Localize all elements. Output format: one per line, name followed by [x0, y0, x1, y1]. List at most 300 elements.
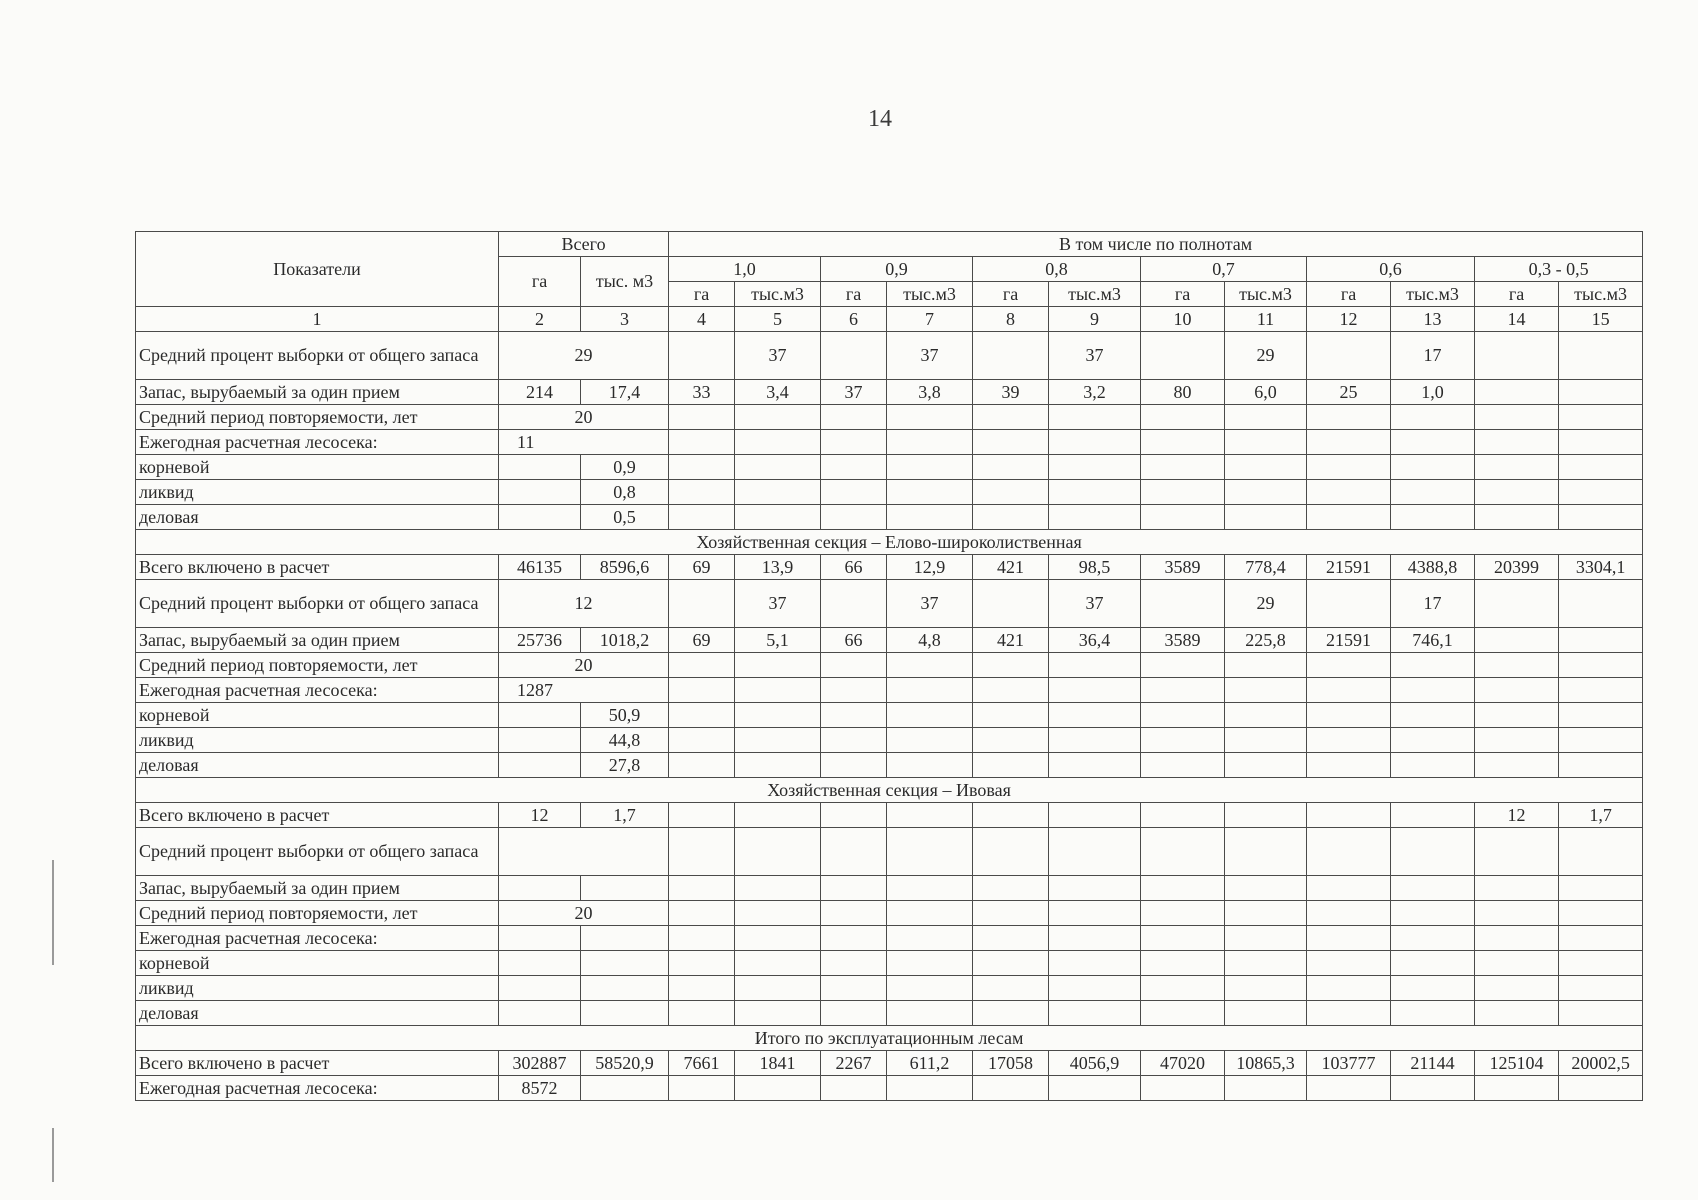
cell: 29: [499, 332, 669, 380]
cell: 21591: [1307, 555, 1391, 580]
cell: [669, 976, 735, 1001]
cell: [581, 876, 669, 901]
cell: [1225, 505, 1307, 530]
row-label: Средний период повторяемости, лет: [136, 405, 499, 430]
cell: [499, 728, 581, 753]
table-row: [136, 753, 1643, 778]
cell: 1841: [735, 1051, 821, 1076]
cell: [821, 1076, 887, 1101]
cell: 37: [887, 580, 973, 628]
cell: 3,2: [1049, 380, 1141, 405]
page-edge-mark: [52, 1128, 54, 1182]
cell: [887, 753, 973, 778]
cell: [887, 653, 973, 678]
cell: [669, 430, 735, 455]
table-row: [136, 728, 1643, 753]
cell: [1141, 901, 1225, 926]
cell: [1475, 405, 1559, 430]
cell: [821, 1001, 887, 1026]
cell: [887, 405, 973, 430]
cell: [1141, 455, 1225, 480]
cell: [1225, 828, 1307, 876]
cell: [973, 753, 1049, 778]
cell: 3304,1: [1559, 555, 1643, 580]
cell: [1559, 828, 1643, 876]
cell: [821, 901, 887, 926]
cell: [735, 753, 821, 778]
cell: [1225, 480, 1307, 505]
cell: [1049, 653, 1141, 678]
cell: [973, 803, 1049, 828]
cell: [821, 951, 887, 976]
cell: [1391, 951, 1475, 976]
row-label: Всего включено в расчет: [136, 555, 499, 580]
cell: 2267: [821, 1051, 887, 1076]
header-density: 1,0: [669, 257, 821, 282]
cell: 98,5: [1049, 555, 1141, 580]
cell: [1391, 1001, 1475, 1026]
cell: [973, 678, 1049, 703]
header-indicators: Показатели: [136, 232, 499, 307]
cell: [1141, 405, 1225, 430]
cell: 214: [499, 380, 581, 405]
row-label: Ежегодная расчетная лесосека:: [136, 430, 499, 455]
header-density: 0,7: [1141, 257, 1307, 282]
cell: [735, 430, 821, 455]
cell: [669, 580, 735, 628]
cell: [887, 876, 973, 901]
cell: [499, 505, 581, 530]
cell: 225,8: [1225, 628, 1307, 653]
cell: [887, 926, 973, 951]
cell: [1049, 753, 1141, 778]
col-number: 6: [821, 307, 887, 332]
cell: [1141, 926, 1225, 951]
table-row: [136, 901, 1643, 926]
col-number: 15: [1559, 307, 1643, 332]
row-label: Ежегодная расчетная лесосека:: [136, 926, 499, 951]
cell: [821, 976, 887, 1001]
cell: [887, 901, 973, 926]
cell: [669, 332, 735, 380]
cell: [1391, 976, 1475, 1001]
cell: 20: [499, 405, 669, 430]
cell: [887, 703, 973, 728]
cell: 69: [669, 628, 735, 653]
cell: [669, 828, 735, 876]
cell: [1307, 1076, 1391, 1101]
row-label: деловая: [136, 1001, 499, 1026]
cell: [1559, 678, 1643, 703]
cell: [1559, 380, 1643, 405]
cell: [669, 1076, 735, 1101]
section-row: [136, 530, 1643, 555]
cell: [1307, 505, 1391, 530]
cell: [1475, 380, 1559, 405]
cell: [669, 505, 735, 530]
cell: [1559, 628, 1643, 653]
cell: [973, 951, 1049, 976]
cell: 5,1: [735, 628, 821, 653]
cell: [1475, 753, 1559, 778]
cell: 302887: [499, 1051, 581, 1076]
cell: 0,5: [581, 505, 669, 530]
cell: 33: [669, 380, 735, 405]
row-label: Средний период повторяемости, лет: [136, 901, 499, 926]
cell: 1287: [499, 678, 669, 703]
header-density: 0,9: [821, 257, 973, 282]
cell: 3589: [1141, 555, 1225, 580]
cell: 21591: [1307, 628, 1391, 653]
cell: [1559, 580, 1643, 628]
cell: [499, 455, 581, 480]
header-ths-m3: тыс.м3: [735, 282, 821, 307]
cell: 8572: [499, 1076, 581, 1101]
cell: [1141, 653, 1225, 678]
cell: [973, 505, 1049, 530]
cell: [1559, 876, 1643, 901]
cell: [1307, 728, 1391, 753]
cell: [735, 505, 821, 530]
cell: [887, 728, 973, 753]
cell: 20002,5: [1559, 1051, 1643, 1076]
cell: [1391, 828, 1475, 876]
cell: [669, 703, 735, 728]
cell: [1141, 1076, 1225, 1101]
cell: [735, 976, 821, 1001]
cell: [1307, 703, 1391, 728]
table-row: [136, 876, 1643, 901]
table-row: [136, 803, 1643, 828]
cell: [1307, 653, 1391, 678]
cell: [1391, 678, 1475, 703]
cell: [735, 728, 821, 753]
cell: [1307, 405, 1391, 430]
col-number: 4: [669, 307, 735, 332]
cell: [1049, 678, 1141, 703]
row-label: Средний процент выборки от общего запаса: [136, 580, 499, 628]
cell: 29: [1225, 332, 1307, 380]
cell: [887, 505, 973, 530]
cell: [973, 480, 1049, 505]
cell: 10865,3: [1225, 1051, 1307, 1076]
row-label: Запас, вырубаемый за один прием: [136, 628, 499, 653]
cell: [1225, 951, 1307, 976]
cell: [973, 332, 1049, 380]
cell: [1049, 951, 1141, 976]
cell: [669, 405, 735, 430]
table-row: [136, 480, 1643, 505]
cell: [1475, 480, 1559, 505]
cell: [1559, 976, 1643, 1001]
cell: [821, 678, 887, 703]
table-row: [136, 628, 1643, 653]
cell: [1559, 455, 1643, 480]
cell: 1018,2: [581, 628, 669, 653]
cell: [669, 728, 735, 753]
cell: [735, 828, 821, 876]
cell: 17058: [973, 1051, 1049, 1076]
cell: [1225, 926, 1307, 951]
cell: [1049, 976, 1141, 1001]
cell: [1141, 976, 1225, 1001]
cell: [1391, 430, 1475, 455]
cell: [973, 976, 1049, 1001]
cell: [1475, 1076, 1559, 1101]
cell: [1475, 951, 1559, 976]
cell: [1049, 901, 1141, 926]
cell: [821, 728, 887, 753]
header-density: 0,3 - 0,5: [1475, 257, 1643, 282]
cell: 37: [1049, 580, 1141, 628]
table-row: [136, 1051, 1643, 1076]
section-title: Итого по эксплуатационным лесам: [136, 1026, 1643, 1051]
section-row: [136, 1026, 1643, 1051]
table-row: [136, 951, 1643, 976]
cell: [1049, 728, 1141, 753]
table-row: [136, 653, 1643, 678]
cell: [1049, 505, 1141, 530]
cell: [669, 876, 735, 901]
cell: [1141, 430, 1225, 455]
cell: [1307, 753, 1391, 778]
cell: [1225, 976, 1307, 1001]
row-label: Запас, вырубаемый за один прием: [136, 380, 499, 405]
table-row: [136, 505, 1643, 530]
cell: [1141, 480, 1225, 505]
cell: [1559, 1001, 1643, 1026]
col-number: 11: [1225, 307, 1307, 332]
table-row: [136, 828, 1643, 876]
cell: [1049, 455, 1141, 480]
cell: [669, 951, 735, 976]
header-ga: га: [1141, 282, 1225, 307]
cell: 37: [1049, 332, 1141, 380]
row-label: ликвид: [136, 480, 499, 505]
cell: [1049, 1001, 1141, 1026]
cell: [735, 653, 821, 678]
cell: [1049, 480, 1141, 505]
cell: 1,7: [1559, 803, 1643, 828]
cell: [1225, 753, 1307, 778]
cell: 69: [669, 555, 735, 580]
cell: [581, 1001, 669, 1026]
cell: [973, 580, 1049, 628]
cell: [973, 876, 1049, 901]
cell: [499, 951, 581, 976]
cell: [1225, 901, 1307, 926]
cell: [1559, 728, 1643, 753]
cell: [1559, 430, 1643, 455]
cell: [735, 455, 821, 480]
cell: [499, 926, 581, 951]
table-row: [136, 455, 1643, 480]
cell: [887, 678, 973, 703]
row-label: Запас, вырубаемый за один прием: [136, 876, 499, 901]
cell: [887, 455, 973, 480]
cell: [1559, 951, 1643, 976]
cell: [581, 976, 669, 1001]
cell: [821, 455, 887, 480]
header-ths-m3: тыс. м3: [581, 257, 669, 307]
header-ga: га: [499, 257, 581, 307]
cell: 25736: [499, 628, 581, 653]
cell: 39: [973, 380, 1049, 405]
table-row: [136, 678, 1643, 703]
col-number: 9: [1049, 307, 1141, 332]
cell: [1141, 580, 1225, 628]
cell: [887, 803, 973, 828]
cell: [821, 703, 887, 728]
cell: [1391, 653, 1475, 678]
header-ths-m3: тыс.м3: [1391, 282, 1475, 307]
row-label: Средний процент выборки от общего запаса: [136, 828, 499, 876]
cell: [821, 580, 887, 628]
row-label: Ежегодная расчетная лесосека:: [136, 1076, 499, 1101]
cell: [1475, 628, 1559, 653]
cell: [887, 480, 973, 505]
cell: [1391, 728, 1475, 753]
row-label: Ежегодная расчетная лесосека:: [136, 678, 499, 703]
header-ga: га: [973, 282, 1049, 307]
cell: 12: [1475, 803, 1559, 828]
header-ga: га: [821, 282, 887, 307]
cell: [821, 405, 887, 430]
col-number: 5: [735, 307, 821, 332]
cell: 1,7: [581, 803, 669, 828]
cell: [1225, 653, 1307, 678]
cell: [821, 753, 887, 778]
cell: [1307, 455, 1391, 480]
cell: [735, 678, 821, 703]
cell: 47020: [1141, 1051, 1225, 1076]
header-density: 0,8: [973, 257, 1141, 282]
cell: [669, 753, 735, 778]
cell: 4056,9: [1049, 1051, 1141, 1076]
header-ths-m3: тыс.м3: [1225, 282, 1307, 307]
cell: [735, 926, 821, 951]
column-number-row: [136, 307, 1643, 332]
cell: 4388,8: [1391, 555, 1475, 580]
cell: 36,4: [1049, 628, 1141, 653]
row-label: деловая: [136, 753, 499, 778]
cell: 13,9: [735, 555, 821, 580]
cell: [1307, 926, 1391, 951]
cell: [1391, 753, 1475, 778]
cell: [1049, 703, 1141, 728]
cell: [973, 430, 1049, 455]
cell: 421: [973, 628, 1049, 653]
cell: [1307, 480, 1391, 505]
forest-stock-table: [135, 231, 1643, 1101]
col-number: 14: [1475, 307, 1559, 332]
cell: [1391, 926, 1475, 951]
cell: [973, 901, 1049, 926]
cell: [669, 901, 735, 926]
cell: [1141, 728, 1225, 753]
table-row: [136, 976, 1643, 1001]
cell: 3589: [1141, 628, 1225, 653]
cell: [1559, 405, 1643, 430]
cell: 0,8: [581, 480, 669, 505]
cell: 25: [1307, 380, 1391, 405]
cell: [1475, 430, 1559, 455]
cell: 746,1: [1391, 628, 1475, 653]
cell: [1559, 1076, 1643, 1101]
cell: [1475, 678, 1559, 703]
cell: [499, 1001, 581, 1026]
cell: [1141, 803, 1225, 828]
cell: 58520,9: [581, 1051, 669, 1076]
header-ths-m3: тыс.м3: [1049, 282, 1141, 307]
cell: [669, 678, 735, 703]
cell: 20: [499, 653, 669, 678]
cell: [821, 828, 887, 876]
header-row-1: [136, 232, 1643, 257]
cell: [1475, 580, 1559, 628]
table-row: [136, 1076, 1643, 1101]
cell: [1391, 876, 1475, 901]
row-label: корневой: [136, 703, 499, 728]
cell: [1225, 876, 1307, 901]
cell: [973, 828, 1049, 876]
col-number: 2: [499, 307, 581, 332]
cell: [1475, 653, 1559, 678]
cell: [1391, 703, 1475, 728]
row-label: корневой: [136, 455, 499, 480]
cell: 12,9: [887, 555, 973, 580]
cell: [1475, 455, 1559, 480]
cell: [499, 976, 581, 1001]
cell: [973, 653, 1049, 678]
cell: [973, 926, 1049, 951]
cell: [499, 876, 581, 901]
cell: [1225, 430, 1307, 455]
row-label: Всего включено в расчет: [136, 1051, 499, 1076]
header-ths-m3: тыс.м3: [1559, 282, 1643, 307]
cell: [1049, 405, 1141, 430]
table-row: [136, 430, 1643, 455]
cell: 421: [973, 555, 1049, 580]
cell: [887, 1076, 973, 1101]
row-label: ликвид: [136, 728, 499, 753]
cell: [1225, 1076, 1307, 1101]
cell: [1475, 332, 1559, 380]
cell: [1559, 901, 1643, 926]
col-number: 12: [1307, 307, 1391, 332]
header-ga: га: [1307, 282, 1391, 307]
cell: [1141, 951, 1225, 976]
cell: 27,8: [581, 753, 669, 778]
cell: 1,0: [1391, 380, 1475, 405]
cell: 3,4: [735, 380, 821, 405]
cell: [1475, 876, 1559, 901]
cell: [1475, 703, 1559, 728]
cell: [1141, 876, 1225, 901]
cell: [581, 951, 669, 976]
cell: [887, 430, 973, 455]
cell: [821, 505, 887, 530]
cell: [735, 803, 821, 828]
cell: [1307, 901, 1391, 926]
cell: [669, 480, 735, 505]
cell: [735, 405, 821, 430]
cell: [821, 876, 887, 901]
cell: 611,2: [887, 1051, 973, 1076]
cell: [1307, 1001, 1391, 1026]
cell: [821, 332, 887, 380]
cell: 103777: [1307, 1051, 1391, 1076]
